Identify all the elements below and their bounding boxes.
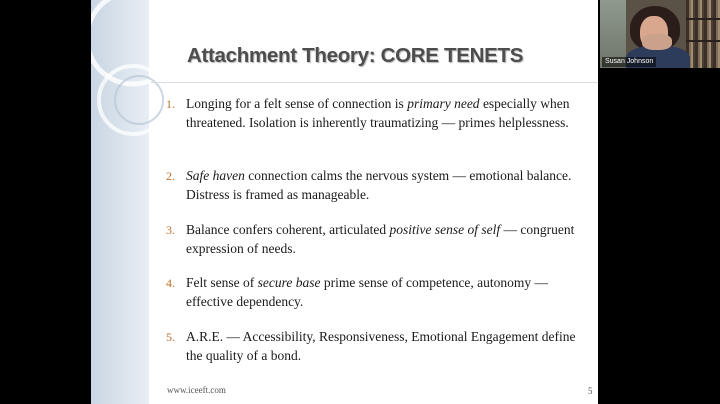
slide-page-number: 5 [588, 386, 593, 396]
list-number: 4. [166, 276, 175, 290]
list-text: Balance confers coherent, articulated positive sense of self — congruent expression of needs. [186, 222, 575, 256]
bookshelf-board [686, 18, 720, 20]
participant-hands [642, 34, 672, 50]
slide-title: Attachment Theory: CORE TENETS [187, 44, 524, 67]
list-number: 1. [166, 97, 175, 111]
list-number: 3. [166, 223, 175, 237]
list-text: Longing for a felt sense of connection is primary need especially when threatened. Isolation is inherently traumatizing — primes helplessness. [186, 96, 570, 130]
video-background-bookshelf [686, 0, 720, 68]
list-item [166, 328, 586, 365]
list-text: Felt sense of secure base prime sense of competence, autonomy — effective dependency. [186, 275, 549, 309]
list-item [166, 274, 586, 311]
participant-video-tile[interactable] [600, 0, 720, 68]
footer-url: www.iceeft.com [167, 385, 226, 395]
list-number: 2. [166, 169, 175, 183]
presentation-slide [91, 0, 598, 404]
list-text: Safe haven connection calms the nervous system — emotional balance. Distress is framed as manageable. [186, 168, 572, 202]
list-text: A.R.E. — Accessibility, Responsiveness, Emotional Engagement define the quality of a bond. [186, 329, 576, 363]
list-item [166, 221, 586, 258]
list-item [166, 95, 586, 132]
bookshelf-board [686, 40, 720, 42]
list-item [166, 167, 586, 204]
participant-name-label: Susan Johnson [602, 57, 656, 67]
title-divider [151, 82, 598, 83]
list-number: 5. [166, 330, 175, 344]
